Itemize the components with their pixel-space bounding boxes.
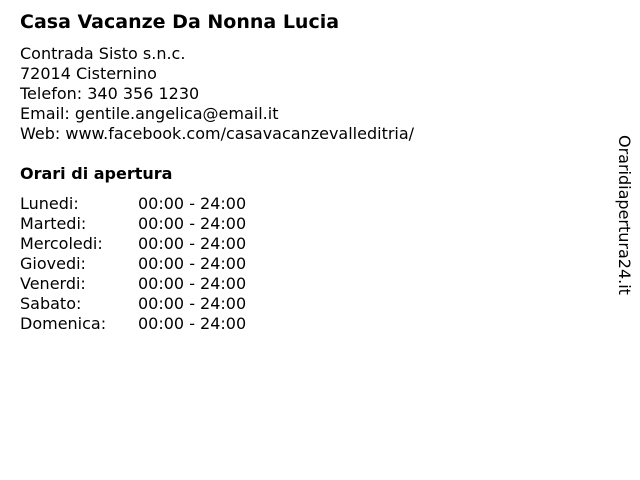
time-range: 00:00 - 24:00 — [138, 214, 247, 233]
day-label: Giovedi: — [20, 254, 86, 273]
day-label: Martedi: — [20, 214, 87, 233]
contact-info — [20, 44, 414, 144]
address-city: 72014 Cisternino — [20, 64, 157, 83]
email-text: Email: gentile.angelica@email.it — [20, 104, 279, 123]
time-range: 00:00 - 24:00 — [138, 234, 247, 253]
time-range: 00:00 - 24:00 — [138, 294, 247, 313]
day-label: Sabato: — [20, 294, 82, 313]
website-text: Web: www.facebook.com/casavacanzevalleditria/ — [20, 124, 415, 143]
business-name: Casa Vacanze Da Nonna Lucia — [20, 11, 340, 33]
time-range: 00:00 - 24:00 — [138, 274, 247, 293]
day-label: Mercoledi: — [20, 234, 103, 253]
day-label: Lunedi: — [20, 194, 79, 213]
opening-hours-heading: Orari di apertura — [20, 164, 173, 183]
day-label: Domenica: — [20, 314, 107, 333]
day-label: Venerdi: — [20, 274, 86, 293]
time-range: 00:00 - 24:00 — [138, 314, 247, 333]
address-street: Contrada Sisto s.n.c. — [20, 44, 186, 63]
time-range: 00:00 - 24:00 — [138, 194, 247, 213]
phone-text: Telefon: 340 356 1230 — [20, 84, 200, 103]
time-range: 00:00 - 24:00 — [138, 254, 247, 273]
site-watermark: Oraridiapertura24.it — [615, 135, 634, 295]
